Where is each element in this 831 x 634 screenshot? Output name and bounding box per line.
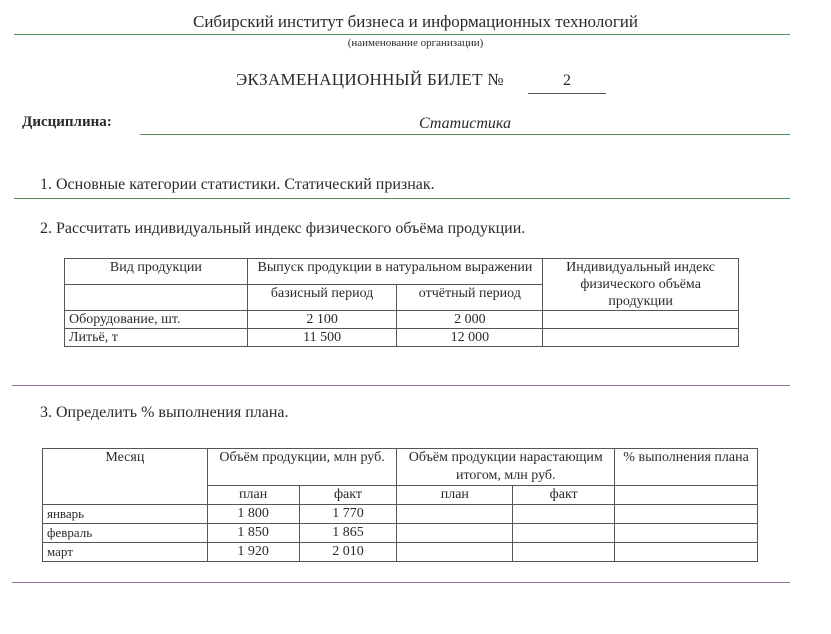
fact-value: 2 010 [299,543,397,562]
organization-name: Сибирский институт бизнеса и информационных технологий [193,12,638,31]
task-1-underline [14,198,790,199]
header-percent-spacer [615,486,758,505]
header-fact: факт [299,486,397,505]
table-row [43,543,758,562]
production-index-table [64,258,739,347]
plan-value: 1 920 [207,543,299,562]
discipline-underline [140,134,790,135]
discipline-value: Статистика [419,115,511,132]
table-row [65,329,739,347]
section-divider [12,582,790,583]
month-name: февраль [43,524,208,543]
header-index: Индивидуальный индекс физического объёма продукции [543,259,739,311]
header-percent: % выполнения плана [615,449,758,486]
section-divider [12,385,790,386]
table-row [65,311,739,329]
month-name: март [43,543,208,562]
ticket-title: ЭКЗАМЕНАЦИОННЫЙ БИЛЕТ № [236,70,504,89]
header-report-period: отчётный период [397,285,543,311]
header-plan: план [207,486,299,505]
index-value [543,329,739,347]
base-value: 11 500 [247,329,397,347]
month-name: январь [43,505,208,524]
ticket-number-underline [528,93,606,94]
task-3: 3. Определить % выполнения плана. [40,404,289,421]
plan-fulfillment-table [42,448,758,562]
cum-fact-value [513,543,615,562]
cum-plan-value [397,524,513,543]
header-product-type-spacer [65,285,248,311]
index-value [543,311,739,329]
plan-value: 1 850 [207,524,299,543]
cum-fact-value [513,524,615,543]
product-name: Оборудование, шт. [65,311,248,329]
task-1: 1. Основные категории статистики. Статический признак. [40,176,435,193]
header-cum-fact: факт [513,486,615,505]
cum-plan-value [397,543,513,562]
task-2: 2. Рассчитать индивидуальный индекс физического объёма продукции. [40,220,526,237]
cum-plan-value [397,505,513,524]
percent-value [615,524,758,543]
product-name: Литьё, т [65,329,248,347]
header-output: Выпуск продукции в натуральном выражении [247,259,542,285]
header-cumulative: Объём продукции нарастающим итогом, млн руб. [397,449,615,486]
percent-value [615,543,758,562]
table-row [43,505,758,524]
header-cum-plan: план [397,486,513,505]
header-month-spacer [43,486,208,505]
header-base-period: базисный период [247,285,397,311]
header-month: Месяц [43,449,208,486]
ticket-number: 2 [563,72,571,89]
fact-value: 1 770 [299,505,397,524]
discipline-label: Дисциплина: [22,114,112,130]
organization-caption: (наименование организации) [347,37,484,49]
header-product-type: Вид продукции [65,259,248,285]
header-volume: Объём продукции, млн руб. [207,449,397,486]
report-value: 12 000 [397,329,543,347]
table-header-row [43,449,758,486]
table-subheader-row [43,486,758,505]
table-row [43,524,758,543]
report-value: 2 000 [397,311,543,329]
table-header-row [65,259,739,285]
percent-value [615,505,758,524]
plan-value: 1 800 [207,505,299,524]
base-value: 2 100 [247,311,397,329]
org-name-underline [14,34,790,35]
cum-fact-value [513,505,615,524]
fact-value: 1 865 [299,524,397,543]
